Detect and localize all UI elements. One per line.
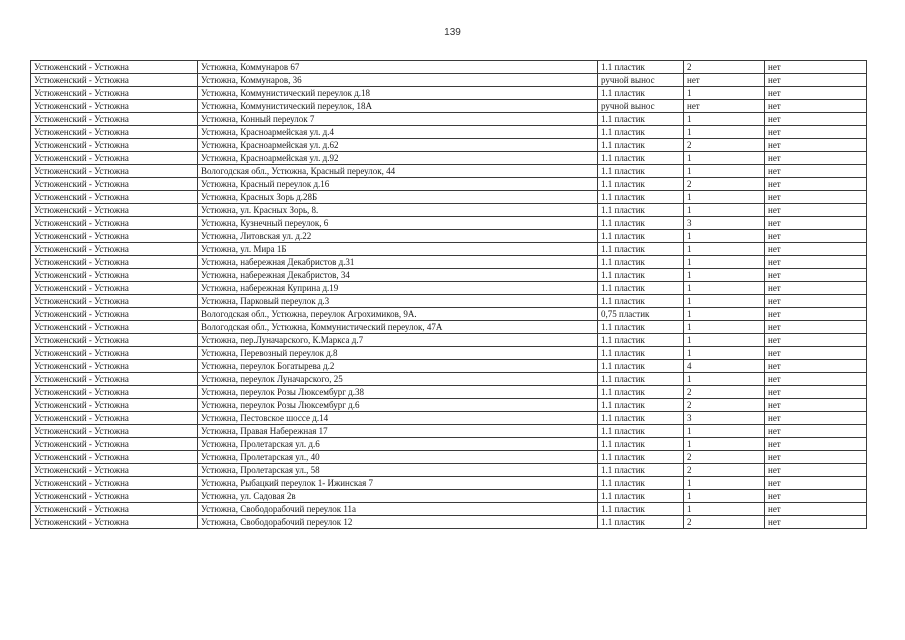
district-cell: Устюженский - Устюжна [31,399,198,412]
flag-cell: нет [765,113,867,126]
container-count-cell: 1 [684,490,765,503]
flag-cell: нет [765,399,867,412]
district-cell: Устюженский - Устюжна [31,308,198,321]
flag-cell: нет [765,490,867,503]
district-cell: Устюженский - Устюжна [31,282,198,295]
flag-cell: нет [765,373,867,386]
flag-cell: нет [765,334,867,347]
address-cell: Устюжна, переулок Богатырева д.2 [198,360,598,373]
container-type-cell: 1.1 пластик [598,399,684,412]
container-type-cell: 1.1 пластик [598,243,684,256]
district-cell: Устюженский - Устюжна [31,152,198,165]
table-row [31,282,867,295]
container-count-cell: 1 [684,126,765,139]
container-count-cell: 2 [684,399,765,412]
address-cell: Устюжна, Красноармейская ул. д.92 [198,152,598,165]
table-row [31,516,867,529]
flag-cell: нет [765,74,867,87]
container-count-cell: 3 [684,217,765,230]
table-row [31,438,867,451]
district-cell: Устюженский - Устюжна [31,217,198,230]
container-type-cell: ручной вынос [598,74,684,87]
district-cell: Устюженский - Устюжна [31,503,198,516]
container-sites-table [30,60,867,529]
container-type-cell: 1.1 пластик [598,87,684,100]
table-row [31,308,867,321]
flag-cell: нет [765,152,867,165]
address-cell: Устюжна, набережная Декабристов д.31 [198,256,598,269]
district-cell: Устюженский - Устюжна [31,347,198,360]
address-cell: Устюжна, Конный переулок 7 [198,113,598,126]
container-type-cell: 1.1 пластик [598,139,684,152]
address-cell: Устюжна, набережная Куприна д.19 [198,282,598,295]
flag-cell: нет [765,100,867,113]
district-cell: Устюженский - Устюжна [31,256,198,269]
container-type-cell: 1.1 пластик [598,451,684,464]
table-row [31,191,867,204]
container-count-cell: 1 [684,347,765,360]
address-cell: Устюжна, набережная Декабристов, 34 [198,269,598,282]
container-type-cell: 1.1 пластик [598,113,684,126]
container-count-cell: 2 [684,61,765,74]
container-count-cell: 4 [684,360,765,373]
table-row [31,204,867,217]
container-type-cell: 1.1 пластик [598,464,684,477]
container-count-cell: 3 [684,412,765,425]
table-row [31,139,867,152]
address-cell: Устюжна, Красных Зорь д.28Б [198,191,598,204]
container-count-cell: 2 [684,464,765,477]
address-cell: Устюжна, Рыбацкий переулок 1- Ижинская 7 [198,477,598,490]
district-cell: Устюженский - Устюжна [31,100,198,113]
container-count-cell: 1 [684,295,765,308]
table-row [31,399,867,412]
container-count-cell: 2 [684,451,765,464]
district-cell: Устюженский - Устюжна [31,516,198,529]
container-type-cell: 1.1 пластик [598,477,684,490]
district-cell: Устюженский - Устюжна [31,165,198,178]
table-row [31,490,867,503]
district-cell: Устюженский - Устюжна [31,295,198,308]
table-row [31,61,867,74]
address-cell: Устюжна, Коммунистический переулок д.18 [198,87,598,100]
container-count-cell: 1 [684,334,765,347]
container-type-cell: 1.1 пластик [598,152,684,165]
address-cell: Устюжна, Пролетарская ул., 58 [198,464,598,477]
container-count-cell: 1 [684,204,765,217]
flag-cell: нет [765,438,867,451]
container-count-cell: 1 [684,373,765,386]
address-cell: Устюжна, Коммунистический переулок, 18А [198,100,598,113]
table-row [31,386,867,399]
address-cell: Устюжна, Красноармейская ул. д.62 [198,139,598,152]
address-cell: Устюжна, переулок Розы Люксембург д.6 [198,399,598,412]
district-cell: Устюженский - Устюжна [31,61,198,74]
address-cell: Устюжна, ул. Мира 1Б [198,243,598,256]
container-type-cell: 1.1 пластик [598,230,684,243]
district-cell: Устюженский - Устюжна [31,113,198,126]
district-cell: Устюженский - Устюжна [31,204,198,217]
flag-cell: нет [765,61,867,74]
table-row [31,451,867,464]
address-cell: Устюжна, Пролетарская ул., 40 [198,451,598,464]
flag-cell: нет [765,477,867,490]
address-cell: Устюжна, Пролетарская ул. д.6 [198,438,598,451]
container-type-cell: 1.1 пластик [598,282,684,295]
flag-cell: нет [765,87,867,100]
flag-cell: нет [765,126,867,139]
container-type-cell: 1.1 пластик [598,191,684,204]
flag-cell: нет [765,321,867,334]
district-cell: Устюженский - Устюжна [31,412,198,425]
container-type-cell: 1.1 пластик [598,386,684,399]
page-number: 139 [444,27,461,38]
container-count-cell: 1 [684,152,765,165]
container-type-cell: 1.1 пластик [598,438,684,451]
table-body [31,61,867,529]
flag-cell: нет [765,503,867,516]
flag-cell: нет [765,360,867,373]
address-cell: Устюжна, переулок Луначарского, 25 [198,373,598,386]
container-count-cell: 2 [684,386,765,399]
table-row [31,503,867,516]
container-count-cell: нет [684,74,765,87]
district-cell: Устюженский - Устюжна [31,87,198,100]
flag-cell: нет [765,464,867,477]
flag-cell: нет [765,217,867,230]
table-row [31,74,867,87]
table-row [31,373,867,386]
address-cell: Устюжна, Коммунаров, 36 [198,74,598,87]
table-row [31,165,867,178]
district-cell: Устюженский - Устюжна [31,230,198,243]
container-type-cell: 1.1 пластик [598,217,684,230]
flag-cell: нет [765,191,867,204]
flag-cell: нет [765,516,867,529]
address-cell: Устюжна, Кузнечный переулок, 6 [198,217,598,230]
container-count-cell: 1 [684,438,765,451]
table-row [31,256,867,269]
container-count-cell: 2 [684,178,765,191]
table-row [31,178,867,191]
flag-cell: нет [765,308,867,321]
address-cell: Устюжна, Красноармейская ул. д.4 [198,126,598,139]
flag-cell: нет [765,386,867,399]
flag-cell: нет [765,256,867,269]
container-type-cell: 1.1 пластик [598,178,684,191]
district-cell: Устюженский - Устюжна [31,139,198,152]
table-row [31,477,867,490]
address-cell: Устюжна, Пестовское шоссе д.14 [198,412,598,425]
container-count-cell: 1 [684,321,765,334]
flag-cell: нет [765,243,867,256]
container-type-cell: 1.1 пластик [598,204,684,217]
table-row [31,100,867,113]
district-cell: Устюженский - Устюжна [31,178,198,191]
container-type-cell: 1.1 пластик [598,412,684,425]
address-cell: Устюжна, Свободорабочий переулок 12 [198,516,598,529]
district-cell: Устюженский - Устюжна [31,360,198,373]
flag-cell: нет [765,178,867,191]
container-count-cell: 1 [684,243,765,256]
district-cell: Устюженский - Устюжна [31,451,198,464]
table-row [31,152,867,165]
container-type-cell: 1.1 пластик [598,269,684,282]
address-cell: Устюжна, Парковый переулок д.3 [198,295,598,308]
table-row [31,269,867,282]
district-cell: Устюженский - Устюжна [31,477,198,490]
table-row [31,425,867,438]
container-type-cell: 1.1 пластик [598,425,684,438]
container-type-cell: 0,75 пластик [598,308,684,321]
address-cell: Устюжна, Литовская ул. д.22 [198,230,598,243]
district-cell: Устюженский - Устюжна [31,243,198,256]
address-cell: Вологодская обл., Устюжна, переулок Агрохимиков, 9А. [198,308,598,321]
flag-cell: нет [765,412,867,425]
flag-cell: нет [765,347,867,360]
container-count-cell: 1 [684,230,765,243]
district-cell: Устюженский - Устюжна [31,191,198,204]
container-count-cell: 1 [684,87,765,100]
container-count-cell: 1 [684,425,765,438]
container-type-cell: 1.1 пластик [598,490,684,503]
district-cell: Устюженский - Устюжна [31,334,198,347]
address-cell: Устюжна, Перевозный переулок д.8 [198,347,598,360]
flag-cell: нет [765,139,867,152]
container-type-cell: 1.1 пластик [598,516,684,529]
district-cell: Устюженский - Устюжна [31,386,198,399]
container-type-cell: 1.1 пластик [598,373,684,386]
district-cell: Устюженский - Устюжна [31,373,198,386]
table-row [31,334,867,347]
table-row [31,295,867,308]
container-type-cell: 1.1 пластик [598,295,684,308]
address-cell: Устюжна, ул. Садовая 2в [198,490,598,503]
container-count-cell: 1 [684,165,765,178]
address-cell: Устюжна, Красный переулок д.16 [198,178,598,191]
table-row [31,217,867,230]
table-row [31,360,867,373]
container-type-cell: 1.1 пластик [598,165,684,178]
table-row [31,243,867,256]
container-type-cell: 1.1 пластик [598,334,684,347]
table-row [31,126,867,139]
flag-cell: нет [765,269,867,282]
district-cell: Устюженский - Устюжна [31,438,198,451]
container-count-cell: 1 [684,477,765,490]
flag-cell: нет [765,282,867,295]
container-count-cell: 1 [684,269,765,282]
table-row [31,113,867,126]
flag-cell: нет [765,295,867,308]
district-cell: Устюженский - Устюжна [31,490,198,503]
container-count-cell: 1 [684,113,765,126]
flag-cell: нет [765,451,867,464]
container-type-cell: 1.1 пластик [598,126,684,139]
container-type-cell: 1.1 пластик [598,256,684,269]
container-count-cell: 1 [684,191,765,204]
container-count-cell: 2 [684,139,765,152]
district-cell: Устюженский - Устюжна [31,425,198,438]
table-row [31,321,867,334]
table-row [31,464,867,477]
container-type-cell: 1.1 пластик [598,321,684,334]
container-count-cell: нет [684,100,765,113]
district-cell: Устюженский - Устюжна [31,74,198,87]
container-count-cell: 1 [684,503,765,516]
address-cell: Устюжна, Коммунаров 67 [198,61,598,74]
address-cell: Устюжна, ул. Красных Зорь, 8. [198,204,598,217]
container-type-cell: 1.1 пластик [598,61,684,74]
container-type-cell: 1.1 пластик [598,360,684,373]
district-cell: Устюженский - Устюжна [31,126,198,139]
address-cell: Вологодская обл., Устюжна, Красный переулок, 44 [198,165,598,178]
flag-cell: нет [765,425,867,438]
address-cell: Устюжна, Правая Набережная 17 [198,425,598,438]
flag-cell: нет [765,230,867,243]
container-count-cell: 1 [684,308,765,321]
table-row [31,230,867,243]
container-type-cell: ручной вынос [598,100,684,113]
container-count-cell: 2 [684,516,765,529]
table-row [31,412,867,425]
container-count-cell: 1 [684,282,765,295]
flag-cell: нет [765,204,867,217]
address-cell: Вологодская обл., Устюжна, Коммунистический переулок, 47А [198,321,598,334]
table-row [31,87,867,100]
container-type-cell: 1.1 пластик [598,347,684,360]
address-cell: Устюжна, переулок Розы Люксембург д.38 [198,386,598,399]
table-row [31,347,867,360]
district-cell: Устюженский - Устюжна [31,464,198,477]
address-cell: Устюжна, Свободорабочий переулок 11а [198,503,598,516]
district-cell: Устюженский - Устюжна [31,269,198,282]
address-cell: Устюжна, пер.Луначарского, К.Маркса д.7 [198,334,598,347]
flag-cell: нет [765,165,867,178]
container-type-cell: 1.1 пластик [598,503,684,516]
district-cell: Устюженский - Устюжна [31,321,198,334]
container-count-cell: 1 [684,256,765,269]
